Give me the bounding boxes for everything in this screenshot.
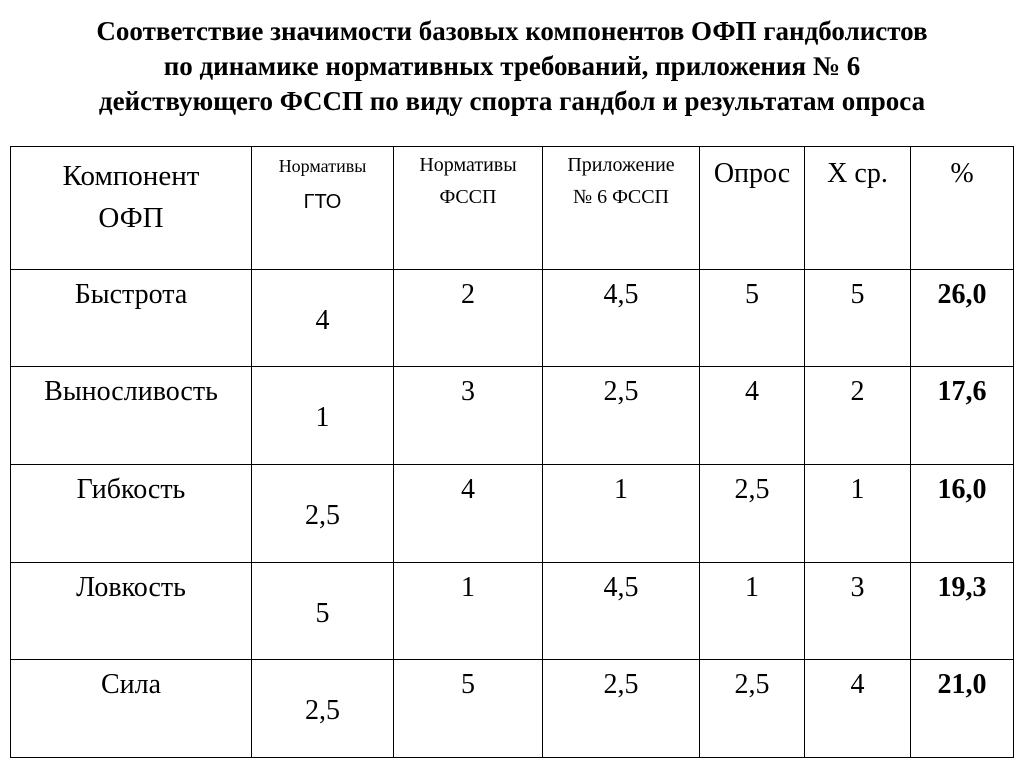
cell-fssp: 3 [394,367,543,465]
cell-survey: 4 [700,367,805,465]
ofp-table [10,146,1014,758]
cell-xavg: 3 [805,562,911,660]
cell-gto: 2,5 [252,465,394,563]
cell-survey: 2,5 [700,660,805,758]
table-row [11,562,1014,660]
cell-component: Ловкость [11,562,252,660]
cell-app6: 2,5 [543,367,700,465]
cell-survey: 5 [700,269,805,367]
cell-app6: 2,5 [543,660,700,758]
cell-survey: 1 [700,562,805,660]
cell-component: Сила [11,660,252,758]
cell-gto: 4 [252,269,394,367]
cell-component: Гибкость [11,465,252,563]
cell-survey: 2,5 [700,465,805,563]
cell-xavg: 4 [805,660,911,758]
table-header-row [11,147,1014,270]
title-line-3: действующего ФССП по виду спорта гандбол и результатам опроса [98,86,926,116]
cell-fssp: 4 [394,465,543,563]
header-gto: Нормативы ГТО [252,147,394,270]
cell-percent: 19,3 [911,562,1014,660]
cell-app6: 4,5 [543,562,700,660]
cell-percent: 17,6 [911,367,1014,465]
cell-xavg: 5 [805,269,911,367]
cell-app6: 1 [543,465,700,563]
cell-component: Выносливость [11,367,252,465]
cell-percent: 21,0 [911,660,1014,758]
cell-percent: 26,0 [911,269,1014,367]
table-row [11,269,1014,367]
cell-xavg: 1 [805,465,911,563]
cell-component: Быстрота [11,269,252,367]
header-fssp: Нормативы ФССП [394,147,543,270]
title-line-1: Соответствие значимости базовых компонентов ОФП гандболистов [96,16,928,46]
cell-gto: 2,5 [252,660,394,758]
cell-gto: 5 [252,562,394,660]
header-survey: Опрос [700,147,805,270]
header-xavg: X ср. [805,147,911,270]
header-component: Компонент ОФП [11,147,252,270]
cell-fssp: 5 [394,660,543,758]
table-row [11,660,1014,758]
header-app6: Приложение № 6 ФССП [543,147,700,270]
header-percent: % [911,147,1014,270]
table-row [11,465,1014,563]
cell-xavg: 2 [805,367,911,465]
page-title [0,14,1024,119]
cell-fssp: 1 [394,562,543,660]
cell-fssp: 2 [394,269,543,367]
cell-percent: 16,0 [911,465,1014,563]
cell-app6: 4,5 [543,269,700,367]
cell-gto: 1 [252,367,394,465]
table-row [11,367,1014,465]
title-line-2: по динамике нормативных требований, приложения № 6 [163,51,861,81]
